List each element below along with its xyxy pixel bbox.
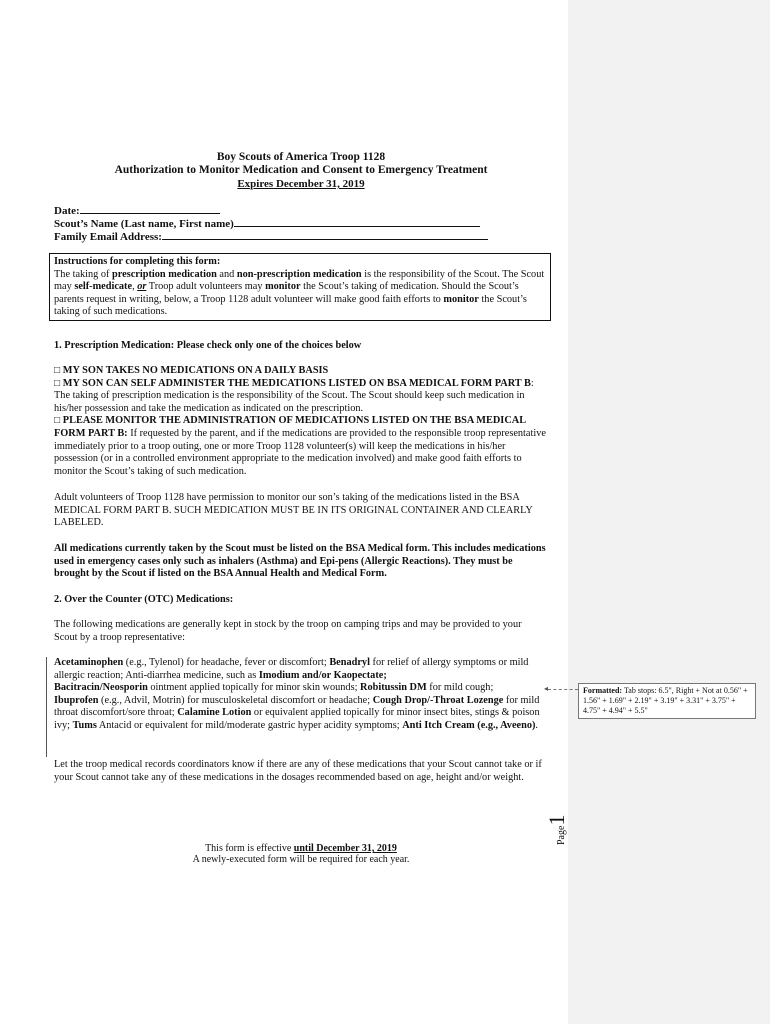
instructions-heading: Instructions for completing this form: — [54, 256, 221, 267]
change-bar — [46, 657, 47, 757]
option-self-administer[interactable]: □ MY SON CAN SELF ADMINISTER THE MEDICATIONS LISTED ON BSA MEDICAL FORM PART B: The taking of prescription medication is the responsibility of the Scout. The Scout should keep such medication in his/her possession and take the medication as indicated on the prescription. — [54, 377, 534, 414]
page-number: Page1 — [544, 814, 569, 845]
family-email-label: Family Email Address: — [54, 231, 162, 243]
option-no-medications[interactable]: □ MY SON TAKES NO MEDICATIONS ON A DAILY BASIS — [54, 365, 329, 376]
date-line — [80, 203, 220, 214]
option-monitor[interactable]: □ PLEASE MONITOR THE ADMINISTRATION OF MEDICATIONS LISTED ON THE BSA MEDICAL FORM PART B: If requested by the parent, and if the medications are provided to the responsible troop representative immediately prior to a troop outing, one or more Troop 1128 volunteer(s) will keep the medications in his/her possession (or in a controlled environment appropriate to the medication involved) and make good faith efforts to monitor the Scout’s taking of such medication. — [54, 415, 546, 477]
otc-intro: The following medications are generally kept in stock by the troop on camping trips and may be provided to your Scout by a troop representative: — [54, 619, 522, 643]
formatting-comment[interactable]: Formatted: Tab stops: 6.5", Right + Not at 0.56" + 1.56" + 1.69" + 2.19" + 3.19" + 3.31" + 3.75" + 4.75" + 4.94" + 5.5" — [578, 683, 756, 719]
comments-margin — [568, 0, 770, 1024]
family-email-field[interactable] — [54, 229, 488, 243]
date-label: Date: — [54, 205, 80, 217]
instructions-box — [49, 253, 551, 321]
footer-renewal-note: A newly-executed form will be required for each year. — [192, 854, 410, 865]
prescription-options — [54, 365, 546, 478]
medication-exceptions-note: Let the troop medical records coordinators know if there are any of these medications that your Scout cannot take or if your Scout cannot take any of these medications in the dosages recommended based on age, height and/or weight. — [54, 759, 542, 783]
family-email-line — [162, 229, 488, 240]
comment-connector — [548, 689, 578, 690]
footer-effective: This form is effective until December 31, 2019 — [205, 843, 397, 854]
scout-name-line — [234, 216, 480, 227]
section-2-heading: 2. Over the Counter (OTC) Medications: — [54, 594, 234, 605]
form-subtitle: Authorization to Monitor Medication and Consent to Emergency Treatment — [114, 164, 488, 176]
form-title: Boy Scouts of America Troop 1128 — [216, 151, 386, 163]
otc-medication-list: Acetaminophen (e.g., Tylenol) for headache, fever or discomfort; Benadryl for relief of allergy symptoms or mild allergic reaction; Anti-diarrhea medicine, such as Imodium and/or Kaopectate; Bacitracin/Neosporin ointment applied topically for minor skin wounds; Robitussin DM for mild cough; Ibuprofen (e.g., Advil, Motrin) for musculoskeletal discomfort or headache; Cough Drop/-Throat Lozenge for mild throat discomfort/sore throat; Calamine Lotion or equivalent applied topically for minor insect bites, stings & poison ivy; Tums Antacid or equivalent for mild/moderate gastric hyper acidity symptoms; Anti Itch Cream (e.g., Aveeno). — [54, 657, 540, 731]
scout-name-field[interactable] — [54, 216, 480, 230]
all-medications-notice: All medications currently taken by the Scout must be listed on the BSA Medical form. This includes medications used in emergency cases only such as inhalers (Asthma) and Epi-pens (Allergic Reactions). They must be brought by the Scout if listed on the BSA Annual Health and Medical Form. — [54, 543, 546, 580]
date-field[interactable] — [54, 203, 220, 217]
expiration-notice: Expires December 31, 2019 — [237, 178, 365, 190]
section-1-heading: 1. Prescription Medication: Please check only one of the choices below — [54, 340, 362, 351]
scout-name-label: Scout’s Name (Last name, First name) — [54, 218, 234, 230]
instructions-text: The taking of prescription medication and non-prescription medication is the responsibility of the Scout. The Scout may self-medicate, or Troop adult volunteers may monitor the Scout’s taking of medication. Should the Scout’s parents request in writing, below, a Troop 1128 adult volunteer will make good faith efforts to monitor the Scout’s taking of such medications. — [54, 268, 545, 317]
adult-volunteer-permission: Adult volunteers of Troop 1128 have permission to monitor our son’s taking of the medications listed in the BSA MEDICAL FORM PART B. SUCH MEDICATION MUST BE IN ITS ORIGINAL CONTAINER AND CLEARLY LABELED. — [54, 492, 533, 529]
comment-arrow-icon: ◂ — [544, 684, 549, 693]
